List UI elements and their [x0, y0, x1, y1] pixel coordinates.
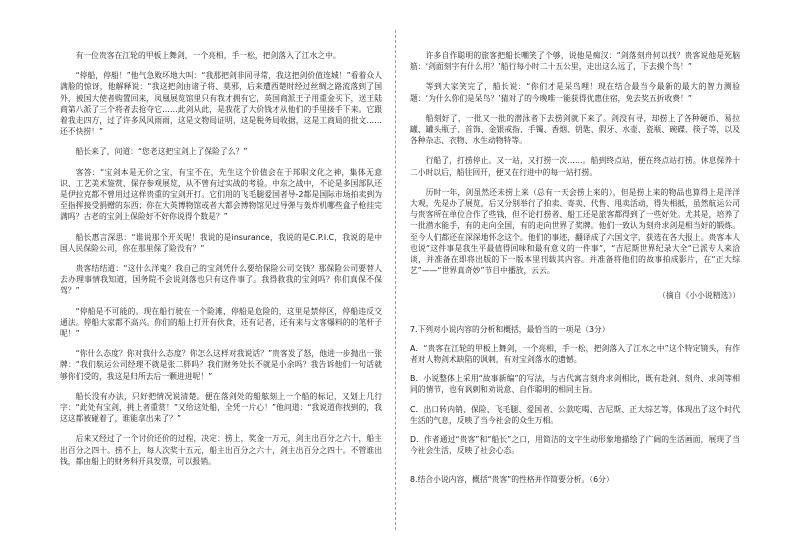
paragraph: 客答：“宝剑本是无价之宝，有宝不在，先生这个价值会在于邦职文化之神，集体无意识、工艺美术鉴赏、保存参观展览，从不曾有过实战的考验。中东之战中，不论是多国部队还是伊拉克都不曾用过这样贵重的宝剑开打。它们用的飞毛腿爱国者导-2都是国际市场拍卖到为至指挥接受捐赠的东西；你在大英博物馆或者大都会博物馆见过导弹与轰炸机哪些盒子枪挂完满吗？古老的宝剑上保险好不好你说得个数是？”	[60, 167, 382, 222]
paragraph: 船长来了，问道：“您老这把宝剑上了保险了么？”	[75, 147, 248, 157]
paragraph: 行船了，打捞停止。又一站，又打捞一次……。船到终点站，便在终点站打捞。休息保养十二小时以后，船往回开，便又在行进中的每一站打捞。	[410, 156, 740, 177]
paragraph: “停船是不可能的。现在船行驶在一个险滩，停船是危险的，这里是禁停区，停船违反交通法。停船大家都不高兴。你们的船上打开有伙食，还有记者，还有来与文客爆料的的笔杆子呢！”	[60, 306, 382, 339]
paragraph: “你什么态度？你对我什么态度？你怎么这样对我说话？”贵客发了怒，他进一步抛出一张牌：“我们航运公司经理不就是张二胖吗？我们财务处长不就是小余吗？我告诉他们一句话就够你们受的，我这是归所去后一颗进进呢！”	[60, 349, 382, 381]
question-8: 8.结合小说内容，概括“贵客”的性格并作简要分析。（6分）	[410, 475, 614, 485]
source-note: （摘自《小小说精选》）	[658, 291, 740, 301]
paragraph: 许多自作聪明的旅客把船长嘲笑了个够，说他是痴汉：“剑落刻舟何以找？贵客说他是死脑筋：‘剑面刻字有什么用？’船行每小时二十五公里，走出这么远了，下去摸个鸟！”	[410, 51, 740, 72]
right-column	[410, 50, 740, 494]
paragraph: 贵客结结道：“这什么洋鬼？我自己的宝剑凭什么要给保险公司交钱？那保险公司要替人去办理事情我知道，国务院不会说剑落也只有这件事了。我得救我的宝剑吗？你们真保不保驾？”	[60, 264, 382, 296]
paragraph: 船长惠言深思：“谁说那个开关呢！我说的是insurance，我说的是C.P.I.C，我说的是中国人民保险公司，你在那里保了险没有？”	[60, 232, 382, 253]
column-divider	[395, 30, 396, 530]
option-c: C．出口转内销、保险、飞毛腿、爱国者、公款吃喝、吉尼斯、正大综艺等，体现出了这个时代生活的气息，反映了当今社会的众生万相。	[410, 404, 740, 425]
paragraph: 历时一年，剑虽然还未捞上来（总有一天会捞上来的），但是捞上来的物品也算得上是洋洋大观，先是办了展览，后又分别举行了拍卖、寄卖、代售、甩卖活动，得失相抵，虽然航运公司与贵客所在单位合作了些钱，但不论打捞者、船工还是旅客都得到了一些好处。尤其是，培养了一批潜水能手，有的走向全国，有的走向世界了奖牌。他们一致认为刻舟求剑是相当好的锻炼。至今人们都还在深深地怀念这个。他们的事迹，翻译成了六国文字，获选在各大报上。贵客本人也说“这件事是我生平最值得回味和最有意义的一件事”，“吉尼斯世界纪录大全”已派专人来洽谈，并准备在即将出版的下一版本里刊载其内容。并准备将他们的故事拍成影片，在“正大综艺”——“世界真奇妙”节目中播放，云云。	[410, 187, 740, 276]
paragraph: “停船，停船！”他气急败坏地大叫：“我那把剑非同寻常，我这把剑价值连城！”看着众人满脸的惊讶，他解释说：“我这把剑由诸子将、莫邪，后来遭西楚时经过丝绸之路流落到了国外，被国大使者购置回来，凤凰展览馆里只有我才拥有它，英国商派王子用重金买下，送王陆商第八派了三个将者去抢夺它……此剑从此，是我花了大价钱才从他们的手里接手下来。它跟着我走四方，过了许多风风雨雨，这是文物局证明，这是税务局收据，这是工商局的批文……还不快捞！”	[60, 71, 382, 137]
option-b: B．小说整体上采用“故事新编”的写法，与古代寓言刻舟求剑相比，既有赴剑、刻舟、求剑等相同的情节，也有讽刺和劝说意、自作聪明的相同主旨。	[410, 374, 740, 395]
paragraph: 船刻好了，一批又一批的潜泳者下去捞剑就下来了。剑没有寻，却捞上了各种硬币、易拉罐、罐头瓶子、首饰、金银戒指、手镯、香烟、钥匙、假牙、水壶、瓷瓶、碗碟、筷子等，以及各种杂志、衣物、水生动物特等。	[410, 113, 740, 146]
question-7: 7.下列对小说内容的分析和概括，最恰当的一项是（3分）	[410, 324, 610, 334]
paragraph: 等到大家笑完了，船长说：“你们才是呆鸟哩！现在结合最当今最新的最大的智力测验题：‘为什么你们是呆鸟？’猜对了的今晚唯一能获得优惠住宿，免去奖五折收费！”	[410, 82, 740, 103]
paragraph: 有一位贵客在江轮的甲板上舞剑，一个亮相，手一松，把剑落入了江水之中。	[75, 51, 341, 60]
left-column	[60, 50, 382, 476]
option-a: A．“贵客在江轮的甲板上舞剑，一个亮相，手一松，把剑落入了江水之中”这个特定镜头，有作者对人物剑术缺陷的讽刺，有对宝剑落水的遗憾。	[410, 343, 740, 365]
option-d: D．作者通过“贵客”和“船长”之口，用简洁的文字生动形象地描绘了广阔的生活画面，展现了当今社会生活，反映了社会心态。	[410, 435, 740, 456]
paragraph: 后来又经过了一个讨价还价的过程，决定：捞上，奖金一万元，剑主出百分之六十，船主出百分之四十。捞不上，每人次奖十五元，船主出百分之六十，剑主出百分之四十。不管谁出钱，都由船上的财务科开具发票，可以报销。	[60, 434, 382, 466]
paragraph: 船长没有办法，只好把情况说清楚。便在落剑处的船舷刻上一个船的标记，又划上几行字：“此处有宝剑，挑上者重赏！”又给这处船，全凭一片心！”他问道：“我说道你找到的，我这这都被碰着了，谁能拿出来了？”	[60, 391, 382, 424]
